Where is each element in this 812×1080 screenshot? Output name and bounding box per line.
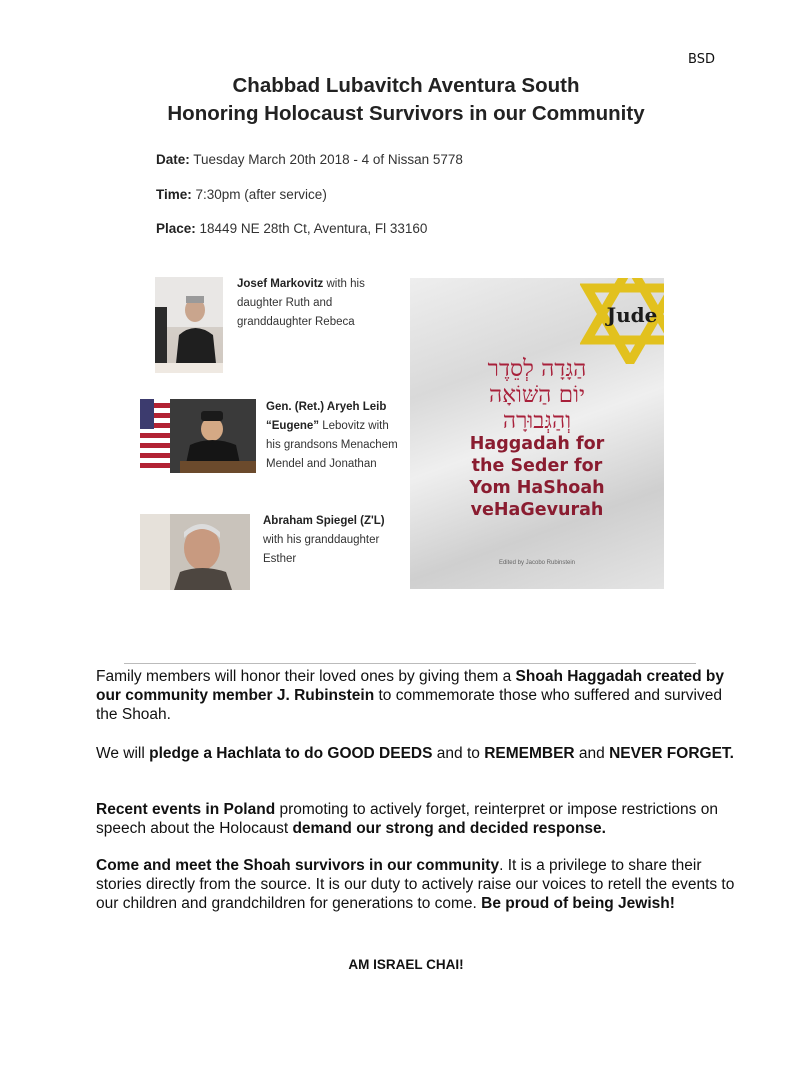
hebrew-line-3: וְהַגְּבוּרָה — [502, 408, 572, 434]
caption-abraham — [263, 512, 385, 569]
caption-aryeh-line1: Gen. (Ret.) Aryeh Leib — [266, 401, 387, 413]
book-title-line-3: Yom HaShoah — [469, 478, 605, 498]
paragraph-haggadah: Family members will honor their loved ones by giving them a Shoah Haggadah created by our community member J. Rubinstein to commemorate those who suffered and survived the Shoah. — [96, 668, 724, 723]
caption-josef-line2: daughter Ruth and — [237, 297, 333, 309]
caption-aryeh-line4: Mendel and Jonathan — [266, 458, 377, 470]
bsd-marker: BSD — [688, 52, 715, 67]
star-text: Jude — [606, 303, 658, 327]
caption-abraham-line3: Esther — [263, 553, 297, 565]
place-label: Place: — [156, 221, 196, 236]
book-title-line-4: veHaGevurah — [470, 500, 604, 520]
caption-josef-line3: granddaughter Rebeca — [237, 316, 355, 328]
caption-aryeh-line2: “Eugene” Lebovitz with — [266, 420, 389, 432]
caption-abraham-line1: Abraham Spiegel (Z'L) — [263, 515, 385, 527]
book-title-line-2: the Seder for — [471, 456, 603, 476]
title-line-1: Chabbad Lubavitch Aventura South — [232, 74, 580, 97]
time-label: Time: — [156, 187, 192, 202]
page-title — [0, 72, 812, 128]
book-hebrew-title — [410, 356, 664, 434]
photo-abraham-spiegel — [140, 514, 250, 590]
closing-line: AM ISRAEL CHAI! — [348, 957, 464, 972]
photo-josef-markovitz — [155, 277, 223, 373]
time-value: 7:30pm (after service) — [191, 187, 327, 202]
caption-aryeh — [266, 398, 398, 474]
date-value: Tuesday March 20th 2018 - 4 of Nissan 5778 — [189, 152, 463, 167]
caption-aryeh-line3: his grandsons Menachem — [266, 439, 398, 451]
date-label: Date: — [156, 152, 190, 167]
caption-josef — [237, 275, 365, 332]
caption-josef-line1: Josef Markovitz with his — [237, 278, 365, 290]
hebrew-line-1: הַגָּדָה לְסֵדֶר — [487, 356, 587, 382]
caption-abraham-line2: with his granddaughter — [263, 534, 380, 546]
book-editor-credit: Edited by Jacobo Rubinstein — [498, 560, 576, 566]
photo-aryeh-lebovitz — [140, 399, 256, 473]
hebrew-line-2: יוֹם הַשּׁוֹאָה — [488, 382, 585, 408]
book-title-line-1: Haggadah for — [469, 434, 605, 454]
paragraph-meet-survivors: Come and meet the Shoah survivors in our community. It is a privilege to share their stories directly from the source. It is our duty to actively raise our voices to retell the events to our children and grandchildren for generations to come. Be proud of being Jewish! — [96, 857, 735, 912]
divider — [124, 663, 696, 664]
book-english-title — [410, 433, 664, 521]
yellow-star-icon — [580, 278, 664, 364]
haggadah-book-cover — [410, 278, 664, 589]
place-value: 18449 NE 28th Ct, Aventura, Fl 33160 — [195, 221, 428, 236]
title-line-2: Honoring Holocaust Survivors in our Community — [167, 102, 645, 125]
paragraph-pledge: We will pledge a Hachlata to do GOOD DEEDS and to REMEMBER and NEVER FORGET. — [96, 745, 734, 762]
event-time — [156, 187, 327, 202]
event-place — [156, 221, 427, 236]
paragraph-poland: Recent events in Poland promoting to actively forget, reinterpret or impose restrictions on speech about the Holocaust demand our strong and decided response. — [96, 801, 718, 837]
event-date — [156, 152, 463, 167]
